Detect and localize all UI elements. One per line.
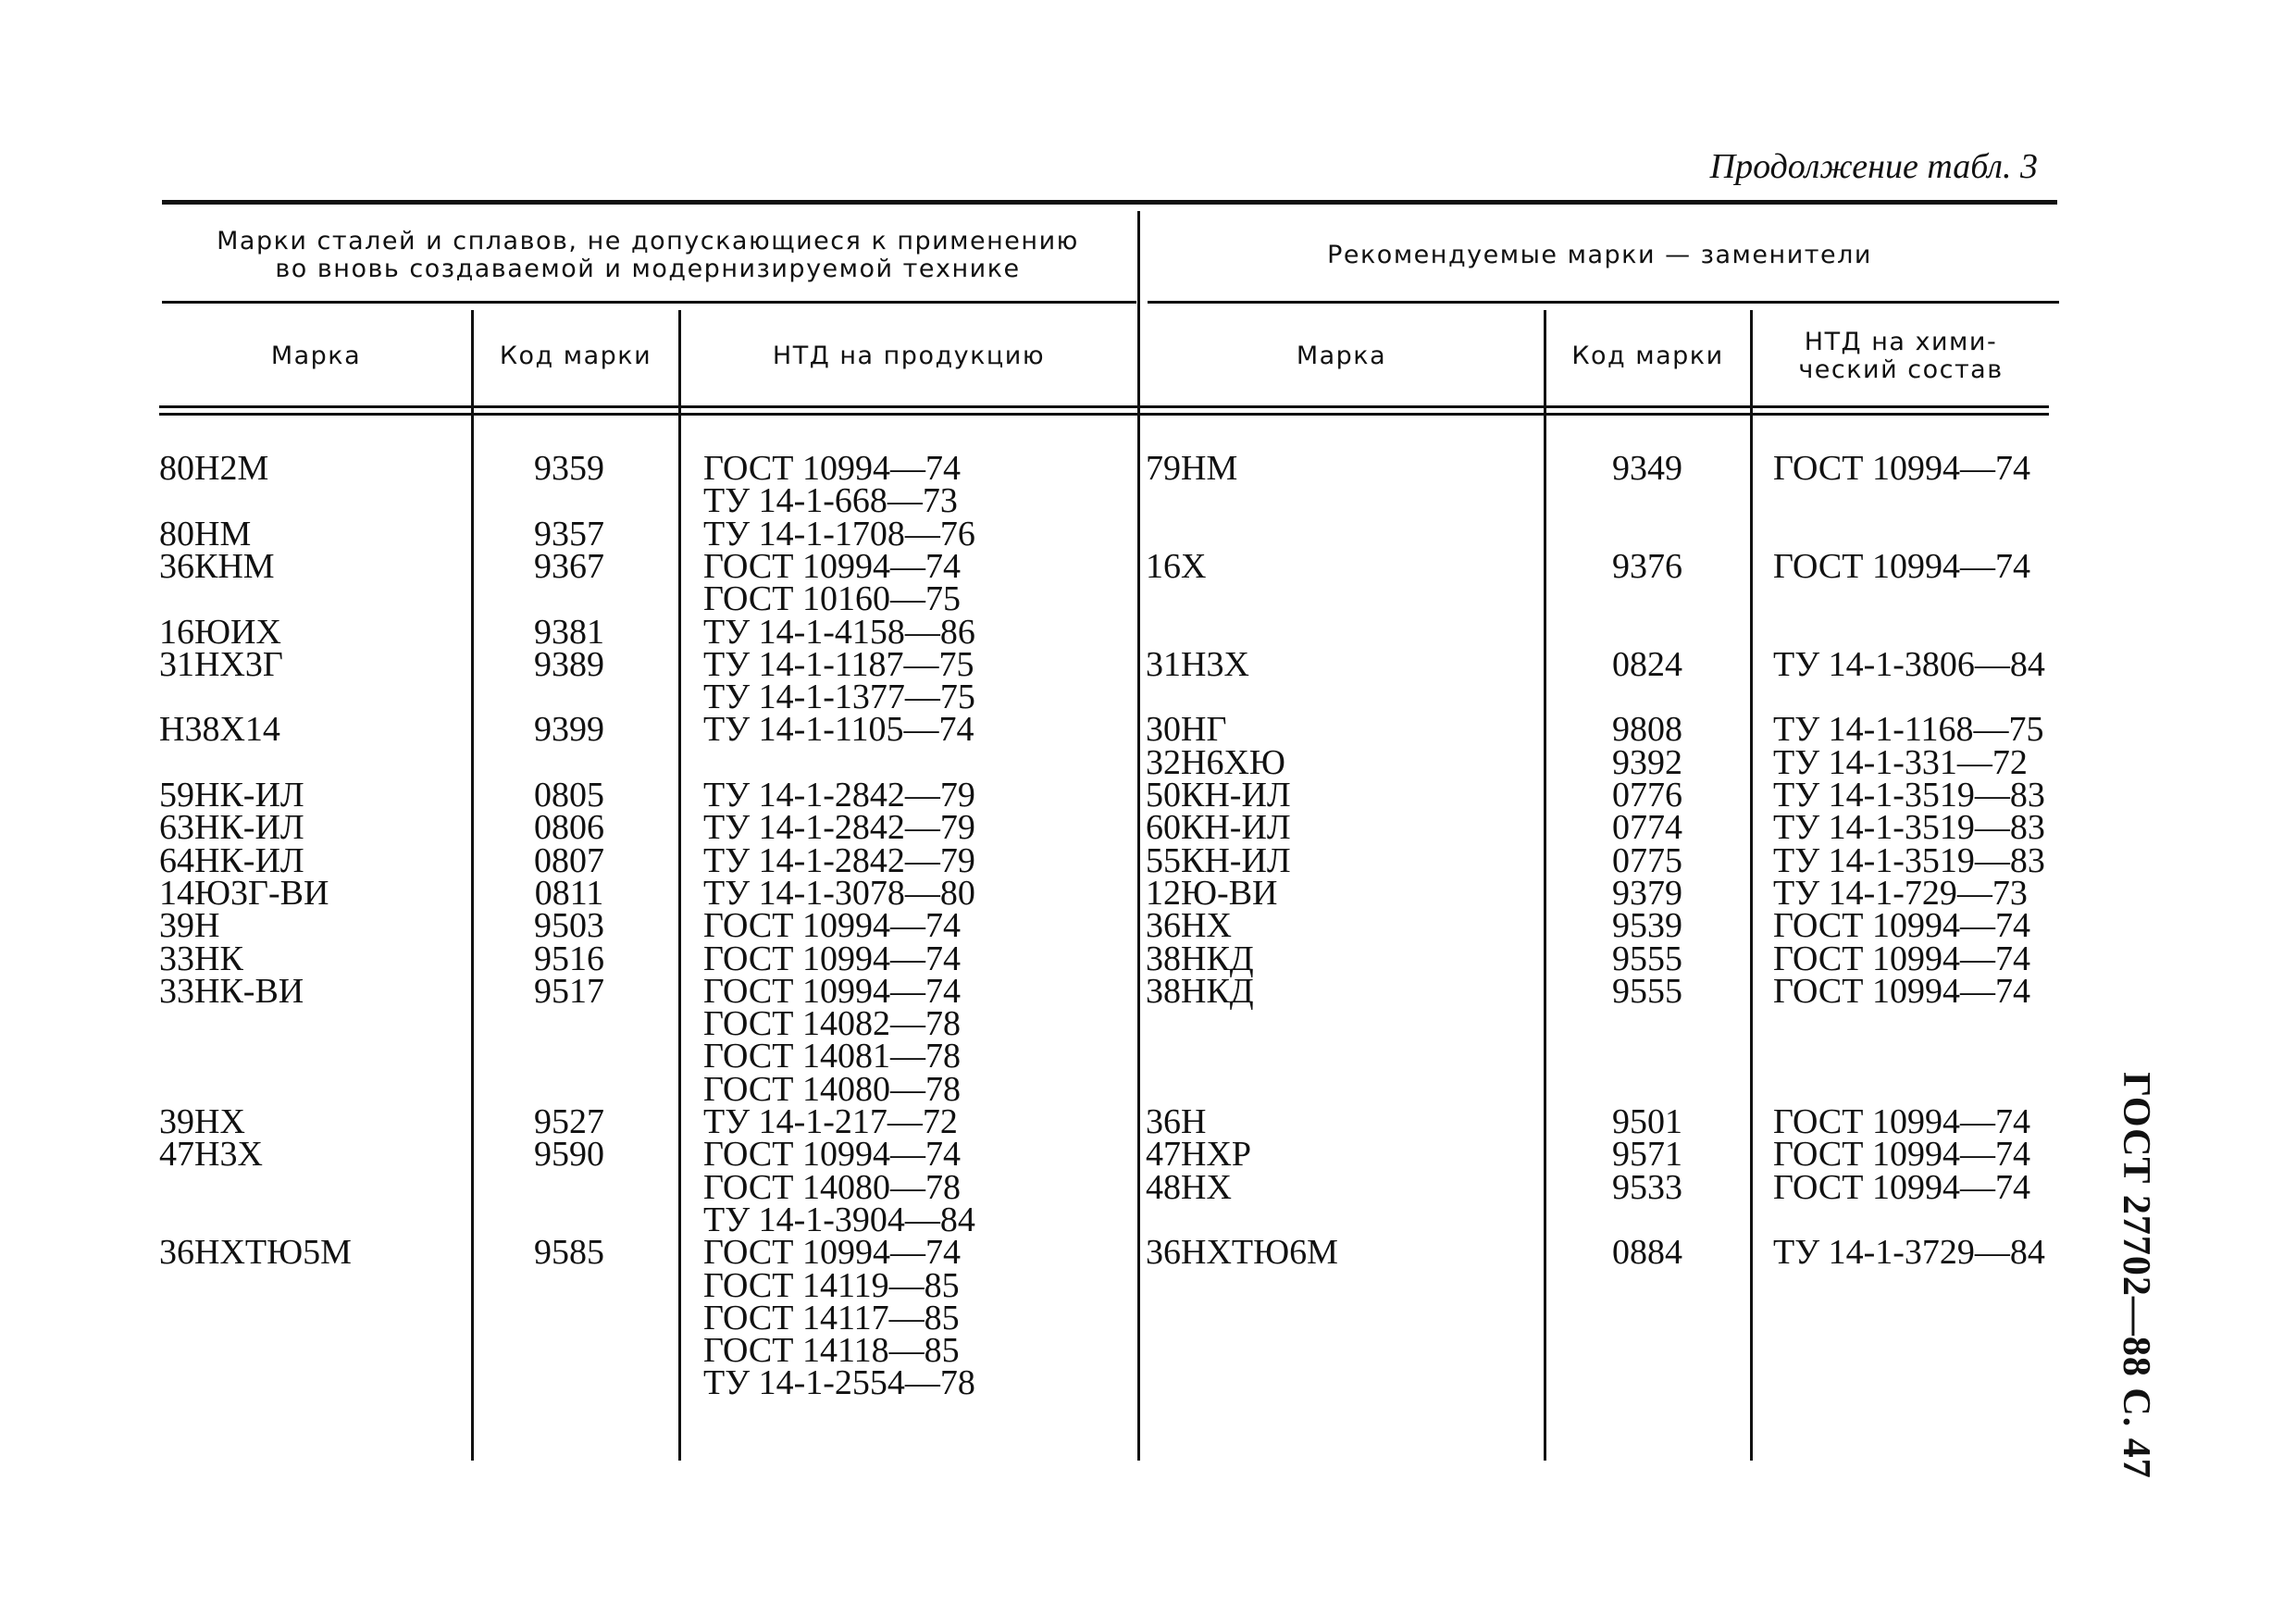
marka-cell: 59НК-ИЛ — [159, 776, 304, 815]
header-marka: Марка — [270, 342, 362, 370]
replacement-ntd-cell: ТУ 14-1-3519—83 — [1773, 808, 2045, 848]
replacement-marka-cell: 38НКД — [1146, 939, 1254, 978]
replacement-kod-cell: 0824 — [1612, 644, 1682, 684]
replacement-ntd-cell: ТУ 14-1-1168—75 — [1773, 710, 2044, 750]
ntd-produkciya-cell: ГОСТ 10160—75 — [703, 579, 961, 619]
replacement-marka-cell: 36НХТЮ6М — [1146, 1233, 1338, 1273]
ntd-produkciya-cell: ТУ 14-1-3078—80 — [703, 873, 975, 913]
replacement-kod-cell: 0774 — [1612, 808, 1682, 848]
ntd-produkciya-cell: ГОСТ 14080—78 — [703, 1069, 961, 1109]
replacement-kod-cell: 9392 — [1612, 742, 1682, 782]
replacement-kod-cell: 9555 — [1612, 939, 1682, 978]
ntd-produkciya-cell: ГОСТ 14119—85 — [703, 1265, 960, 1305]
replacement-ntd-cell: ТУ 14-1-3519—83 — [1773, 776, 2045, 815]
header-kod-marki: Код марки — [499, 342, 652, 370]
header-group-prohibited: Марки сталей и сплавов, не допускающиеся к применению во вновь создаваемой и модернизируемой технике — [217, 227, 1079, 283]
ntd-produkciya-cell: ТУ 14-1-1105—74 — [703, 710, 974, 750]
replacement-kod-cell: 0775 — [1612, 840, 1682, 880]
replacement-ntd-cell: ГОСТ 10994—74 — [1773, 1167, 2030, 1207]
replacement-ntd-cell: ТУ 14-1-331—72 — [1773, 742, 2028, 782]
kod-marki-cell: 9357 — [534, 514, 604, 554]
replacement-ntd-cell: ГОСТ 10994—74 — [1773, 546, 2030, 586]
marka-cell: 33НК-ВИ — [159, 971, 304, 1011]
replacement-ntd-cell: ГОСТ 10994—74 — [1773, 939, 2030, 978]
replacement-ntd-cell: ГОСТ 10994—74 — [1773, 1135, 2030, 1175]
replacement-marka-cell: 60КН-ИЛ — [1146, 808, 1291, 848]
kod-marki-cell: 9516 — [534, 939, 604, 978]
header-double-rule-1 — [159, 405, 2049, 408]
ntd-produkciya-cell: ТУ 14-1-3904—84 — [703, 1200, 975, 1239]
replacement-marka-cell: 48НХ — [1146, 1167, 1232, 1207]
replacement-marka-cell: 32Н6ХЮ — [1146, 742, 1285, 782]
ntd-produkciya-cell: ТУ 14-1-1187—75 — [703, 644, 974, 684]
ntd-produkciya-cell: ТУ 14-1-2842—79 — [703, 808, 975, 848]
marka-cell: 39Н — [159, 906, 220, 946]
ntd-produkciya-cell: ТУ 14-1-668—73 — [703, 481, 958, 521]
replacement-ntd-cell: ГОСТ 10994—74 — [1773, 971, 2030, 1011]
replacement-marka-cell: 55КН-ИЛ — [1146, 840, 1291, 880]
marka-cell: 31НХ3Г — [159, 644, 283, 684]
ntd-produkciya-cell: ГОСТ 10994—74 — [703, 546, 961, 586]
kod-marki-cell: 9399 — [534, 710, 604, 750]
replacement-kod-cell: 9539 — [1612, 906, 1682, 946]
marka-cell: 36КНМ — [159, 546, 275, 586]
ntd-produkciya-cell: ГОСТ 10994—74 — [703, 1135, 961, 1175]
page-side-label: ГОСТ 27702—88 С. 47 — [2115, 1072, 2157, 1479]
marka-cell: 63НК-ИЛ — [159, 808, 304, 848]
column-rule-5 — [1750, 310, 1753, 1461]
marka-cell: 64НК-ИЛ — [159, 840, 304, 880]
kod-marki-cell: 9527 — [534, 1102, 604, 1141]
ntd-produkciya-cell: ТУ 14-1-1377—75 — [703, 678, 975, 717]
ntd-produkciya-cell: ТУ 14-1-217—72 — [703, 1102, 958, 1141]
marka-cell: 80Н2М — [159, 449, 269, 488]
replacement-ntd-cell: ГОСТ 10994—74 — [1773, 449, 2030, 488]
column-rule-1 — [471, 310, 474, 1461]
kod-marki-cell: 0806 — [534, 808, 604, 848]
header-group-recommended: Рекомендуемые марки — заменители — [1327, 241, 1872, 269]
replacement-ntd-cell: ТУ 14-1-3519—83 — [1773, 840, 2045, 880]
marka-cell: 36НХТЮ5М — [159, 1233, 352, 1273]
kod-marki-cell: 0811 — [534, 873, 604, 913]
replacement-ntd-cell: ТУ 14-1-3729—84 — [1773, 1233, 2045, 1273]
header-kod-marki-replacement: Код марки — [1571, 342, 1724, 370]
ntd-produkciya-cell: ГОСТ 14082—78 — [703, 1004, 961, 1044]
replacement-kod-cell: 9555 — [1612, 971, 1682, 1011]
marka-cell: 47Н3Х — [159, 1135, 263, 1175]
kod-marki-cell: 9590 — [534, 1135, 604, 1175]
kod-marki-cell: 9367 — [534, 546, 604, 586]
replacement-marka-cell: 30НГ — [1146, 710, 1227, 750]
ntd-produkciya-cell: ГОСТ 10994—74 — [703, 1233, 961, 1273]
kod-marki-cell: 0807 — [534, 840, 604, 880]
replacement-ntd-cell: ТУ 14-1-729—73 — [1773, 873, 2028, 913]
header-marka-replacement: Марка — [1296, 342, 1387, 370]
replacement-kod-cell: 0776 — [1612, 776, 1682, 815]
replacement-kod-cell: 9379 — [1612, 873, 1682, 913]
ntd-produkciya-cell: ГОСТ 14080—78 — [703, 1167, 961, 1207]
replacement-ntd-cell: ГОСТ 10994—74 — [1773, 1102, 2030, 1141]
replacement-marka-cell: 36Н — [1146, 1102, 1207, 1141]
kod-marki-cell: 9389 — [534, 644, 604, 684]
ntd-produkciya-cell: ГОСТ 10994—74 — [703, 906, 961, 946]
replacement-marka-cell: 16Х — [1146, 546, 1207, 586]
table-continuation-caption: Продолжение табл. 3 — [1709, 147, 2038, 186]
replacement-kod-cell: 9501 — [1612, 1102, 1682, 1141]
header-group-rule-right — [1148, 301, 2059, 304]
replacement-kod-cell: 9376 — [1612, 546, 1682, 586]
replacement-ntd-cell: ТУ 14-1-3806—84 — [1773, 644, 2045, 684]
table-top-rule — [162, 200, 2057, 205]
replacement-marka-cell: 12Ю-ВИ — [1146, 873, 1278, 913]
ntd-produkciya-cell: ТУ 14-1-4158—86 — [703, 612, 975, 652]
replacement-kod-cell: 9349 — [1612, 449, 1682, 488]
ntd-produkciya-cell: ТУ 14-1-2554—78 — [703, 1363, 975, 1403]
ntd-produkciya-cell: ТУ 14-1-2842—79 — [703, 840, 975, 880]
ntd-produkciya-cell: ТУ 14-1-1708—76 — [703, 514, 975, 554]
replacement-ntd-cell: ГОСТ 10994—74 — [1773, 906, 2030, 946]
replacement-kod-cell: 9808 — [1612, 710, 1682, 750]
kod-marki-cell: 9503 — [534, 906, 604, 946]
column-rule-2 — [678, 310, 681, 1461]
replacement-marka-cell: 47НХР — [1146, 1135, 1252, 1175]
marka-cell: Н38Х14 — [159, 710, 280, 750]
header-group-rule-left — [162, 301, 1136, 304]
header-double-rule-2 — [159, 413, 2049, 416]
kod-marki-cell: 0805 — [534, 776, 604, 815]
ntd-produkciya-cell: ГОСТ 10994—74 — [703, 449, 961, 488]
kod-marki-cell: 9359 — [534, 449, 604, 488]
marka-cell: 80НМ — [159, 514, 252, 554]
kod-marki-cell: 9585 — [534, 1233, 604, 1273]
ntd-produkciya-cell: ГОСТ 14081—78 — [703, 1037, 961, 1076]
replacement-marka-cell: 36НХ — [1146, 906, 1232, 946]
marka-cell: 33НК — [159, 939, 243, 978]
replacement-kod-cell: 0884 — [1612, 1233, 1682, 1273]
marka-cell: 16ЮИХ — [159, 612, 281, 652]
column-rule-4 — [1544, 310, 1546, 1461]
ntd-produkciya-cell: ГОСТ 10994—74 — [703, 971, 961, 1011]
ntd-produkciya-cell: ГОСТ 10994—74 — [703, 939, 961, 978]
kod-marki-cell: 9381 — [534, 612, 604, 652]
replacement-kod-cell: 9533 — [1612, 1167, 1682, 1207]
replacement-marka-cell: 38НКД — [1146, 971, 1254, 1011]
ntd-produkciya-cell: ГОСТ 14117—85 — [703, 1298, 960, 1337]
header-ntd-produkciya: НТД на продукцию — [772, 342, 1046, 370]
header-ntd-chem: НТД на хими- ческий состав — [1798, 328, 2004, 384]
ntd-produkciya-cell: ТУ 14-1-2842—79 — [703, 776, 975, 815]
kod-marki-cell: 9517 — [534, 971, 604, 1011]
marka-cell: 39НХ — [159, 1102, 245, 1141]
replacement-marka-cell: 50КН-ИЛ — [1146, 776, 1291, 815]
replacement-marka-cell: 79НМ — [1146, 449, 1238, 488]
replacement-kod-cell: 9571 — [1612, 1135, 1682, 1175]
ntd-produkciya-cell: ГОСТ 14118—85 — [703, 1331, 960, 1371]
replacement-marka-cell: 31Н3Х — [1146, 644, 1249, 684]
marka-cell: 14Ю3Г-ВИ — [159, 873, 329, 913]
